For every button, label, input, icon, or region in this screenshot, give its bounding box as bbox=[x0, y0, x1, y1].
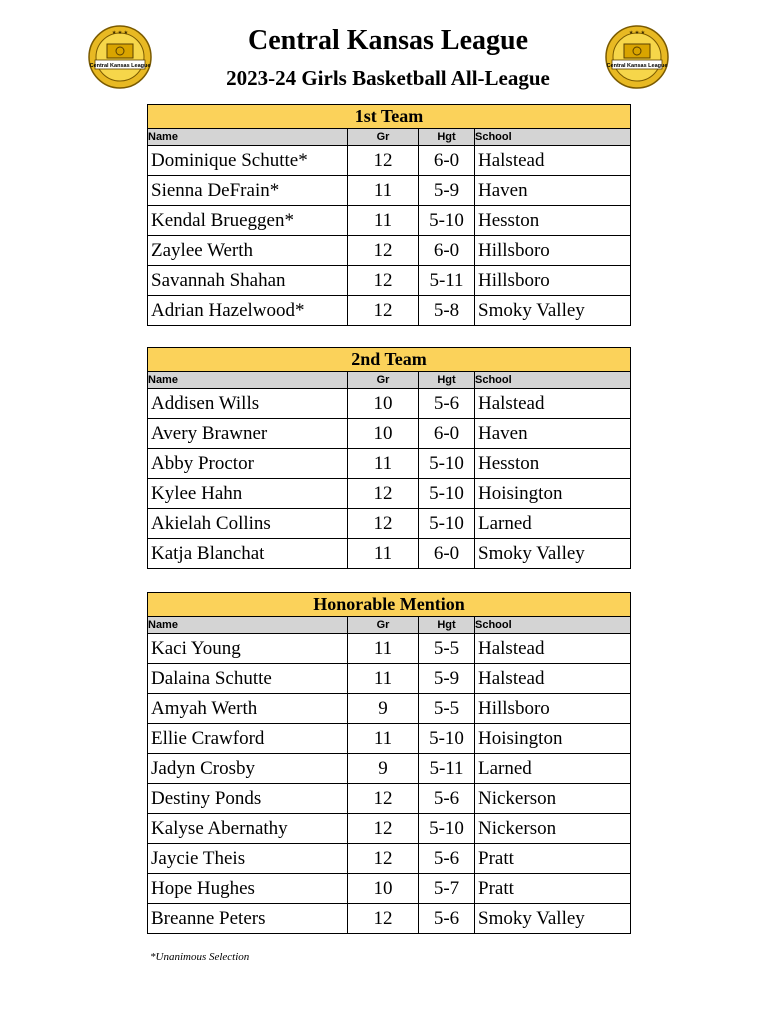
player-gr: 9 bbox=[348, 754, 419, 784]
player-hgt: 5-10 bbox=[419, 509, 475, 539]
player-name: Amyah Werth bbox=[148, 694, 348, 724]
table-row bbox=[148, 634, 631, 664]
svg-text:★ ★ ★: ★ ★ ★ bbox=[628, 30, 646, 36]
player-gr: 11 bbox=[348, 449, 419, 479]
table-row bbox=[148, 664, 631, 694]
player-name: Kalyse Abernathy bbox=[148, 814, 348, 844]
player-hgt: 5-5 bbox=[419, 694, 475, 724]
column-header-hgt: Hgt bbox=[419, 372, 475, 389]
player-name: Ellie Crawford bbox=[148, 724, 348, 754]
team-table bbox=[147, 104, 631, 326]
player-school: Hillsboro bbox=[475, 266, 631, 296]
player-school: Nickerson bbox=[475, 814, 631, 844]
player-hgt: 5-6 bbox=[419, 904, 475, 934]
player-name: Jadyn Crosby bbox=[148, 754, 348, 784]
player-gr: 11 bbox=[348, 539, 419, 569]
player-gr: 12 bbox=[348, 784, 419, 814]
column-header-school: School bbox=[475, 129, 631, 146]
team-table bbox=[147, 347, 631, 569]
team-title: 1st Team bbox=[148, 105, 631, 129]
player-name: Katja Blanchat bbox=[148, 539, 348, 569]
table-row bbox=[148, 389, 631, 419]
player-school: Pratt bbox=[475, 874, 631, 904]
team-title: Honorable Mention bbox=[148, 593, 631, 617]
player-hgt: 5-6 bbox=[419, 389, 475, 419]
player-name: Adrian Hazelwood* bbox=[148, 296, 348, 326]
player-hgt: 5-7 bbox=[419, 874, 475, 904]
table-row bbox=[148, 236, 631, 266]
player-hgt: 5-11 bbox=[419, 754, 475, 784]
player-hgt: 5-10 bbox=[419, 449, 475, 479]
player-school: Haven bbox=[475, 176, 631, 206]
player-hgt: 6-0 bbox=[419, 146, 475, 176]
player-name: Avery Brawner bbox=[148, 419, 348, 449]
table-row bbox=[148, 814, 631, 844]
player-hgt: 5-11 bbox=[419, 266, 475, 296]
player-gr: 9 bbox=[348, 694, 419, 724]
table-row bbox=[148, 419, 631, 449]
player-hgt: 5-6 bbox=[419, 844, 475, 874]
table-row bbox=[148, 206, 631, 236]
player-school: Hillsboro bbox=[475, 236, 631, 266]
player-gr: 11 bbox=[348, 176, 419, 206]
player-gr: 11 bbox=[348, 724, 419, 754]
player-school: Pratt bbox=[475, 844, 631, 874]
player-gr: 10 bbox=[348, 389, 419, 419]
page-subtitle: 2023-24 Girls Basketball All-League bbox=[226, 66, 550, 90]
table-row bbox=[148, 539, 631, 569]
svg-text:Central Kansas League: Central Kansas League bbox=[606, 63, 668, 69]
column-header-gr: Gr bbox=[348, 372, 419, 389]
player-school: Larned bbox=[475, 754, 631, 784]
player-school: Halstead bbox=[475, 664, 631, 694]
player-hgt: 5-10 bbox=[419, 724, 475, 754]
column-header-hgt: Hgt bbox=[419, 129, 475, 146]
player-school: Hesston bbox=[475, 449, 631, 479]
player-gr: 12 bbox=[348, 146, 419, 176]
player-name: Sienna DeFrain* bbox=[148, 176, 348, 206]
player-name: Hope Hughes bbox=[148, 874, 348, 904]
table-row bbox=[148, 266, 631, 296]
player-hgt: 5-9 bbox=[419, 664, 475, 694]
player-school: Halstead bbox=[475, 389, 631, 419]
player-name: Dalaina Schutte bbox=[148, 664, 348, 694]
player-gr: 12 bbox=[348, 266, 419, 296]
player-name: Kendal Brueggen* bbox=[148, 206, 348, 236]
player-hgt: 5-8 bbox=[419, 296, 475, 326]
player-name: Addisen Wills bbox=[148, 389, 348, 419]
player-school: Hoisington bbox=[475, 724, 631, 754]
player-gr: 12 bbox=[348, 844, 419, 874]
player-name: Akielah Collins bbox=[148, 509, 348, 539]
player-school: Hillsboro bbox=[475, 694, 631, 724]
table-row bbox=[148, 904, 631, 934]
player-hgt: 6-0 bbox=[419, 539, 475, 569]
player-gr: 11 bbox=[348, 634, 419, 664]
player-school: Halstead bbox=[475, 146, 631, 176]
player-name: Savannah Shahan bbox=[148, 266, 348, 296]
column-header-name: Name bbox=[148, 129, 348, 146]
table-row bbox=[148, 844, 631, 874]
table-row bbox=[148, 694, 631, 724]
table-row bbox=[148, 449, 631, 479]
player-name: Kylee Hahn bbox=[148, 479, 348, 509]
player-gr: 11 bbox=[348, 206, 419, 236]
column-header-name: Name bbox=[148, 372, 348, 389]
column-header-hgt: Hgt bbox=[419, 617, 475, 634]
column-header-school: School bbox=[475, 372, 631, 389]
player-gr: 12 bbox=[348, 814, 419, 844]
player-hgt: 5-6 bbox=[419, 784, 475, 814]
player-gr: 11 bbox=[348, 664, 419, 694]
column-header-gr: Gr bbox=[348, 129, 419, 146]
player-school: Smoky Valley bbox=[475, 904, 631, 934]
player-gr: 12 bbox=[348, 479, 419, 509]
player-gr: 12 bbox=[348, 296, 419, 326]
footnote: *Unanimous Selection bbox=[150, 951, 250, 963]
svg-text:Central Kansas League: Central Kansas League bbox=[89, 63, 151, 69]
player-school: Halstead bbox=[475, 634, 631, 664]
player-school: Haven bbox=[475, 419, 631, 449]
table-row bbox=[148, 176, 631, 206]
player-hgt: 6-0 bbox=[419, 236, 475, 266]
table-row bbox=[148, 146, 631, 176]
table-row bbox=[148, 874, 631, 904]
player-school: Nickerson bbox=[475, 784, 631, 814]
player-hgt: 5-9 bbox=[419, 176, 475, 206]
svg-text:★ ★ ★: ★ ★ ★ bbox=[111, 30, 129, 36]
player-hgt: 5-5 bbox=[419, 634, 475, 664]
player-school: Hesston bbox=[475, 206, 631, 236]
player-gr: 12 bbox=[348, 904, 419, 934]
player-name: Breanne Peters bbox=[148, 904, 348, 934]
player-name: Jaycie Theis bbox=[148, 844, 348, 874]
column-header-school: School bbox=[475, 617, 631, 634]
player-hgt: 6-0 bbox=[419, 419, 475, 449]
player-gr: 10 bbox=[348, 419, 419, 449]
team-title: 2nd Team bbox=[148, 348, 631, 372]
player-hgt: 5-10 bbox=[419, 479, 475, 509]
player-school: Larned bbox=[475, 509, 631, 539]
column-header-gr: Gr bbox=[348, 617, 419, 634]
team-table bbox=[147, 592, 631, 934]
table-row bbox=[148, 479, 631, 509]
table-row bbox=[148, 509, 631, 539]
player-name: Dominique Schutte* bbox=[148, 146, 348, 176]
player-name: Zaylee Werth bbox=[148, 236, 348, 266]
table-row bbox=[148, 784, 631, 814]
table-row bbox=[148, 754, 631, 784]
player-gr: 10 bbox=[348, 874, 419, 904]
player-gr: 12 bbox=[348, 509, 419, 539]
player-school: Smoky Valley bbox=[475, 539, 631, 569]
player-school: Smoky Valley bbox=[475, 296, 631, 326]
table-row bbox=[148, 724, 631, 754]
player-school: Hoisington bbox=[475, 479, 631, 509]
column-header-name: Name bbox=[148, 617, 348, 634]
player-gr: 12 bbox=[348, 236, 419, 266]
player-name: Abby Proctor bbox=[148, 449, 348, 479]
player-hgt: 5-10 bbox=[419, 206, 475, 236]
player-name: Kaci Young bbox=[148, 634, 348, 664]
player-name: Destiny Ponds bbox=[148, 784, 348, 814]
player-hgt: 5-10 bbox=[419, 814, 475, 844]
page-title: Central Kansas League bbox=[248, 25, 528, 56]
table-row bbox=[148, 296, 631, 326]
